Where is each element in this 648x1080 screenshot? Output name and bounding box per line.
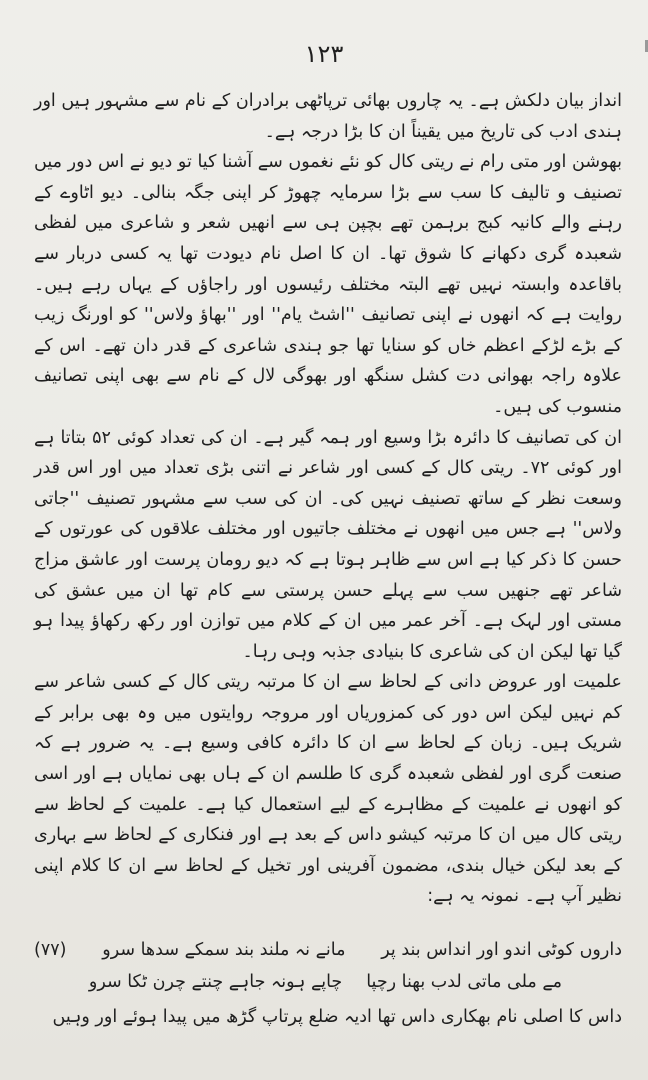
verse-line-2 [34,966,622,998]
verse-line-1-second: مانے نہ ملند بند سمکے سدھا سرو [102,940,346,960]
closing-line: داس کا اصلی نام بھکاری داس تھا ادیہ ضلع پرتاپ گڑھ میں پیدا ہوئے اور وہیں [52,1007,622,1027]
page-number: ۱۲۳ [304,40,344,68]
paragraph-4: علمیت اور عروض دانی کے لحاظ سے ان کا مرتبہ ریتی کال کے کسی شاعر سے کم نہیں لیکن اس دور کی کمزوریاں اور مروجہ روایتوں میں وہ بھی برابر کے شریک ہیں۔ زبان کے لحاظ سے ان کا دائرہ کافی وسیع ہے۔ یہ ضرور ہے کہ صنعت گری اور لفظی شعبدہ گری کا طلسم ان کے ہاں بھی نمایاں ہے اور اسی کو انھوں نے علمیت کے مظاہرے کے لیے استعمال کیا ہے۔ علمیت کے لحاظ سے ریتی کال میں ان کا مرتبہ کیشو داس کے بعد ہے اور فنکاری کے لحاظ سے بہاری کے بعد لیکن خیال بندی، مضمون آفرینی اور تخیل کے لحاظ سے ان کا کلام اپنی نظیر آپ ہے۔ نمونہ یہ ہے: [34,672,622,907]
body-text [34,86,622,912]
verse-line-1-first: داروں کوٹی اندو اور انداس بند پر [381,940,622,960]
verse-line-2-first: مے ملی ماتی لدب بھنا رچپا [366,972,562,992]
verse-line-2-second: چاپے ہونہ جاہے چنتے چرن ٹکا سرو [88,972,343,992]
verse-block [34,934,622,998]
verse-line-1 [34,934,622,966]
paragraph-3: ان کی تصانیف کا دائرہ بڑا وسیع اور ہمہ گیر ہے۔ ان کی تعداد کوئی ۵۲ بتاتا ہے اور کوئی ۷۲۔ ریتی کال کے کسی اور شاعر نے اتنی بڑی تعداد میں اور اس قدر وسعت نظر کے ساتھ تصنیف نہیں کی۔ ان کی سب سے مشہور تصنیف ''جاتی ولاس'' ہے جس میں انھوں نے مختلف جاتیوں اور مختلف علاقوں کی عورتوں کے حسن کا ذکر کیا ہے اس سے ظاہر ہوتا ہے کہ دیو رومان پرست اور عاشق مزاج شاعر تھے جنھیں سب سے پہلے حسن پرستی سے کام تھا ان میں عشق کی مستی اور لہک ہے۔ آخر عمر میں ان کے کلام میں توازن اور رکھ رکھاؤ پیدا ہو گیا تھا لیکن ان کی شاعری کا بنیادی جذبہ وہی رہا۔ [34,427,622,662]
verse-number: (۷۷) [34,940,67,960]
paragraph-2: بھوشن اور متی رام نے ریتی کال کو نئے نغموں سے آشنا کیا تو دیو نے اس دور میں تصنیف و تالیف کا سب سے بڑا سرمایہ چھوڑ کر اپنی جگہ بنالی۔ دیو اٹاوے کے رہنے والے کانیہ کبج برہمن تھے بچپن ہی سے انھیں شعر و شاعری میں لفظی شعبدہ گری دکھانے کا شوق تھا۔ ان کا اصل نام دیودت تھا یہ کسی دربار سے باقاعدہ وابستہ نہیں تھے البتہ مختلف رئیسوں اور راجاؤں کے یہاں رہے ہیں۔ روایت ہے کہ انھوں نے اپنی تصانیف ''اشٹ یام'' اور ''بھاؤ ولاس'' کو اورنگ زیب کے بڑے لڑکے اعظم خاں کو سنایا تھا جو ہندی شاعری کے قدر دان تھے۔ اس کے علاوہ راجہ بھوانی دت کشل سنگھ اور بھوگی لال کے نام سے بھی اپنی تصانیف منسوب کی ہیں۔ [34,152,622,417]
paragraph-1: انداز بیان دلکش ہے۔ یہ چاروں بھائی ترپاٹھی برادران کے نام سے مشہور ہیں اور ہندی ادب کی تاریخ میں یقیناً ان کا بڑا درجہ ہے۔ [34,91,622,142]
